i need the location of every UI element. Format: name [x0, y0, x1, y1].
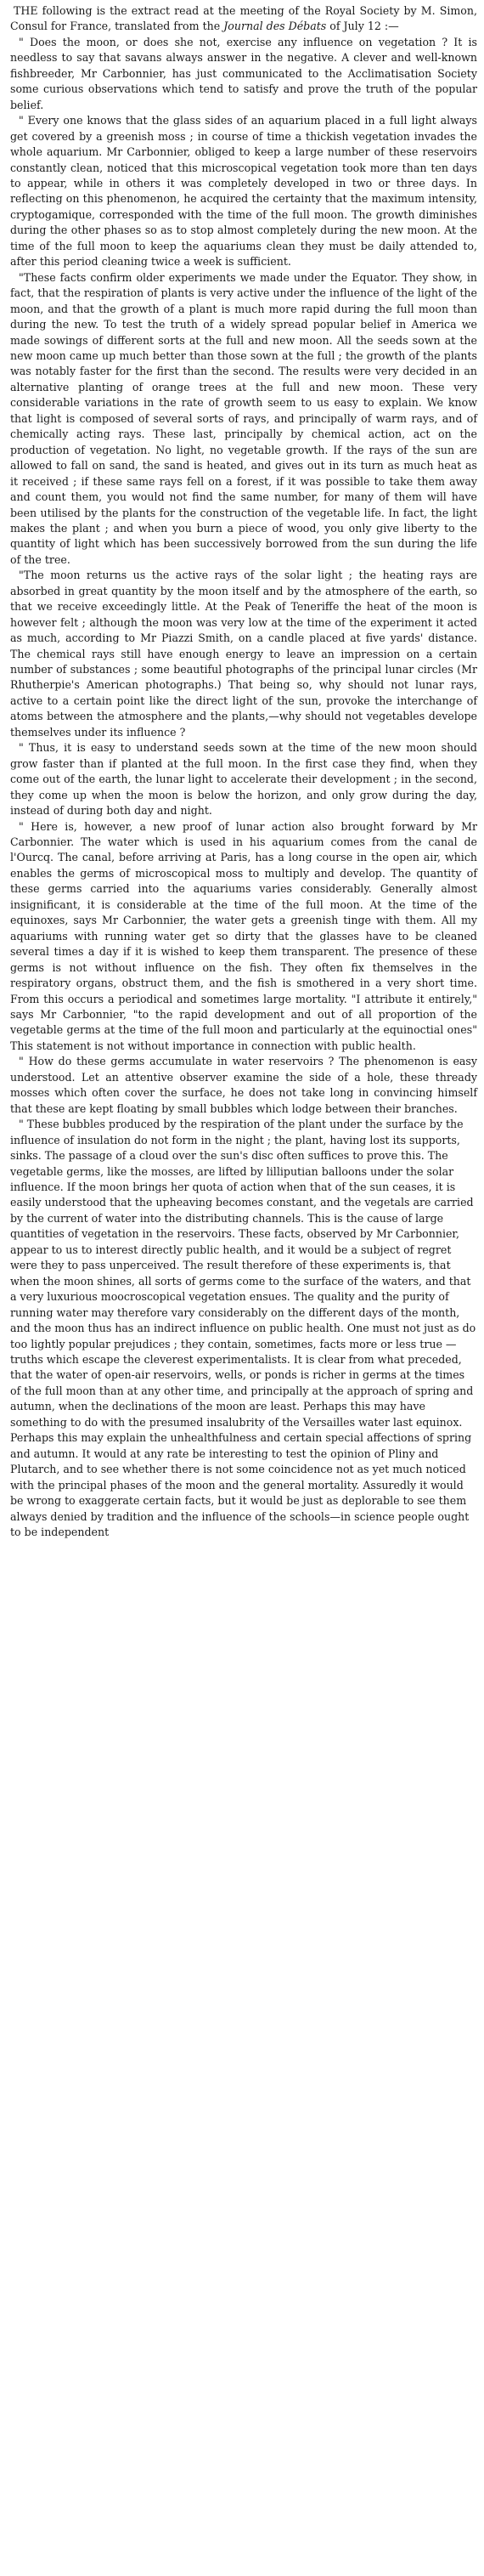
intro-tail: of July 12 :—	[326, 20, 399, 33]
paragraph-8: " These bubbles produced by the respiration of the plant under the surface by the influence of insulation do not form in the night ; the plant, having lost its supports, sinks. The passage of a cloud over the sun's disc often suffices to prove this. The vegetable germs, like the mosses, are lifted by lilliputian balloons under the solar influence. If the moon brings her quota of action when that of the sun ceases, it is easily understood that the upheaving becomes constant, and the vegetals are carried by the current of water into the distributing channels. This is the cause of large quantities of vegetation in the reservoirs. These facts, observed by Mr Carbonnier, appear to us to interest directly public health, and it would be a subject of regret were they to pass unperceived. The result therefore of these experiments is, that when the moon shines, all sorts of germs come to the surface of the waters, and that a very luxurious moocroscopical vegetation ensues. The quality and the purity of running water may therefore vary considerably on the different days of the month, and the moon thus has an indirect influence on public health. One must not just as do too lightly popular prejudices ; they contain, sometimes, facts more or less true —truths which escape the cleverest experimentalists. It is clear from what preceded, that the water of open-air reservoirs, wells, or ponds is richer in germs at the times of the full moon than at any other time, and principally at the approach of spring and autumn, when the declinations of the moon are least. Perhaps this may have something to do with the presumed insalubrity of the Versailles water last equinox. Perhaps this may explain the unhealthfulness and certain special affections of spring and autumn. It would at any rate be interesting to test the opinion of Pliny and Plutarch, and to see whether there is not some coincidence not as yet much noticed with the principal phases of the moon and the general mortality. Assuredly it would be wrong to exaggerate certain facts, but it would be just as deplorable to see them always denied by tradition and the influence of the schools—in science people ought to be independent	[10, 1118, 476, 1538]
paragraph-1: " Does the moon, or does she not, exercise any influence on vegetation ? It is needless to say that savans always answer in the negative. A clever and well-known fishbreeder, Mr Carbonnier, has just communicated to the Acclimatisation Society some curious observations which tend to satisfy and prove the truth of the popular belief.	[10, 35, 477, 111]
paragraph-6: " Here is, however, a new proof of lunar action also brought forward by Mr Carbonnier. The water which is used in his aquarium comes from the canal de l'Ourcq. The canal, before arriving at Paris, has a long course in the open air, which enables the germs of microscopical moss to multiply and develop. The quantity of these germs carried into the aquariums varies considerably. Generally almost insignificant, it is considerable at the time of the full moon. At the time of the equinoxes, says Mr Carbonnier, the water gets a greenish tinge with them. All my aquariums with running water get so dirty that the glasses have to be cleaned several times a day if it is wished to keep them transparent. The presence of these germs is not without influence on the fish. They often fix themselves in the respiratory organs, obstruct them, and the fish is smothered in a very short time. From this occurs a periodical and sometimes large mortality. "I attribute it entirely," says Mr Carbonnier, "to the rapid development and out of all proportion of the vegetable germs at the time of the full moon and particularly at the equinoctial ones" This statement is not without importance in connection with public health.	[10, 819, 477, 1052]
intro-text: THE following is the extract read at the meeting of the Royal Society by M. Simon, Consul for France, translated from the	[10, 4, 477, 33]
paragraph-4: "The moon returns us the active rays of the solar light ; the heating rays are absorbed in great quantity by the moon itself and by the atmosphere of the earth, so that we receive exceedingly little. At the Peak of Teneriffe the heat of the moon is however felt ; although the moon was very low at the time of the experiment it acted as much, according to Mr Piazzi Smith, on a candle placed at five yards' distance. The chemical rays still have enough energy to leave an impression on a certain number of substances ; some beautiful photographs of the principal lunar circles (Mr Rhutherpie's American photographs.) That being so, why should not lunar rays, active to a certain point like the direct light of the sun, provoke the interchange of atoms between the atmosphere and the plants,—why should not vegetables develope themselves under its influence ?	[10, 569, 477, 739]
paragraph-2: " Every one knows that the glass sides of an aquarium placed in a full light always get covered by a greenish moss ; in course of time a thickish vegetation invades the whole aquarium. Mr Carbonnier, obliged to keep a large number of these reservoirs constantly clean, noticed that this microscopical vegetation took more than ten days to appear, while in others it was completely developed in two or three days. In reflecting on this phenomenon, he acquired the certainty that the maximum intensity, cryptogamique, corresponded with the time of the full moon. The growth diminishes during the other phases so as to stop almost completely during the new moon. At the time of the full moon to keep the aquariums clean they must be daily attended to, after this period cleaning twice a week is sufficient.	[10, 114, 477, 269]
source-title: Journal des Débats	[223, 20, 327, 33]
paragraph-5: " Thus, it is easy to understand seeds sown at the time of the new moon should grow faster than if planted at the full moon. In the first case they find, when they come out of the earth, the lunar light to accelerate their development ; in the second, they come up when the moon is below the horizon, and only grow during the day, instead of during both day and night.	[10, 741, 477, 818]
article-intro	[10, 3, 477, 35]
paragraph-3: "These facts confirm older experiments we made under the Equator. They show, in fact, that the respiration of plants is very active under the influence of the light of the moon, and that the growth of a plant is much more rapid during the full moon than during the new. To test the truth of a widely spread popular belief in America we made sowings of different sorts at the full and new moon. All the seeds sown at the new moon came up much better than those sown at the full ; the growth of the plants was notably faster for the first than the second. The results were very decided in an alternative planting of orange trees at the full and new moon. These very considerable variations in the rate of growth seem to us easy to explain. We know that light is composed of several sorts of rays, and principally of warm rays, and of chemically acting rays. These last, principally by chemical action, act on the production of vegetation. No light, no vegetable growth. If the rays of the sun are allowed to fall on sand, the sand is heated, and gives out in its turn as much heat as it received ; if these same rays fell on a forest, if it was possible to take them away and count them, you would not find the same number, for many of them will have been utilised by the plants for the construction of the vegetable life. In fact, the light makes the plant ; and when you burn a piece of wood, you only give liberty to the quantity of light which has been successively borrowed from the sun during the life of the tree.	[10, 270, 477, 566]
article	[10, 3, 477, 1540]
paragraph-7: " How do these germs accumulate in water reservoirs ? The phenomenon is easy understood. Let an attentive observer examine the side of a hole, these thready mosses which often cover the surface, he does not take long in convincing himself that these are kept floating by small bubbles which lodge between their branches.	[10, 1055, 477, 1115]
